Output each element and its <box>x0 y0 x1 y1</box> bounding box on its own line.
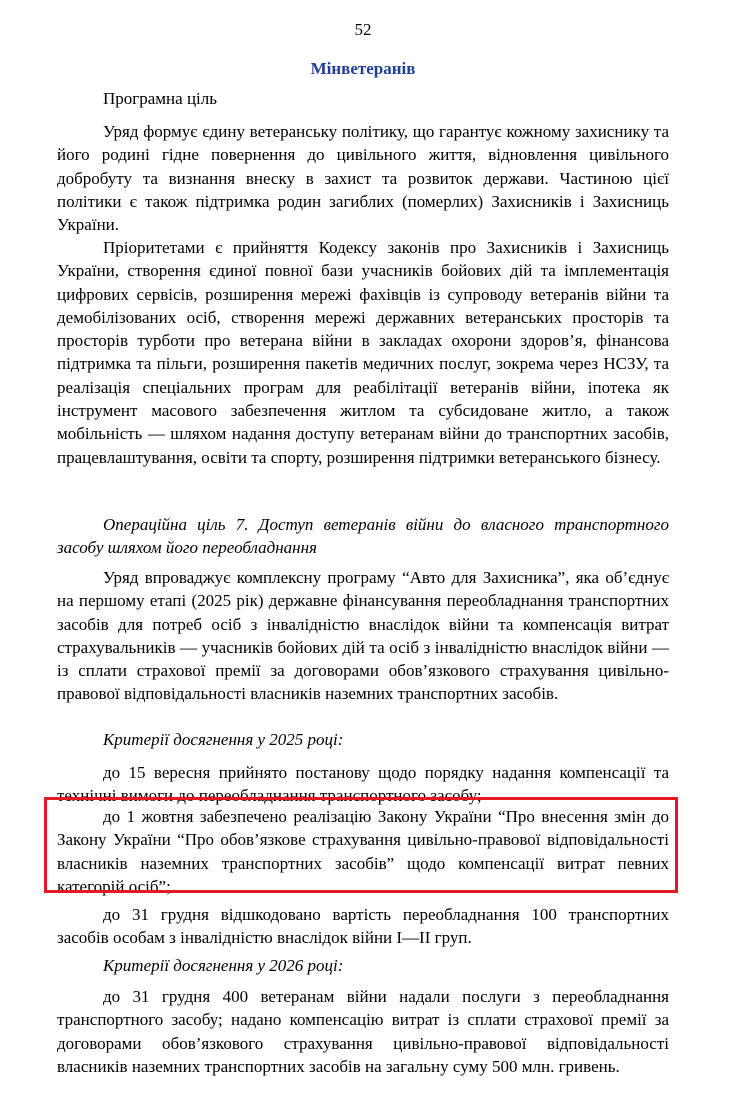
criteria-2025-heading: Критерії досягнення у 2025 році: <box>103 730 344 749</box>
operational-goal-heading: Операційна ціль 7. Доступ ветеранів війни до власного транспортного засобу шляхом його переобладнання <box>57 515 669 558</box>
page-number: 52 <box>354 20 372 39</box>
paragraph-priorities: Пріоритетами є прийняття Кодексу законів про Захисників і Захисниць України, створення єдиної повної бази учасників бойових дій та імплементація цифрових сервісів, розширення мережі фахівців із супроводу ветеранів війни та демобілізованих осіб, створення мережі державних ветеранських просторів та просторів турботи про ветерана війни в закладах охорони здоров’я, фінансова підтримка та пільги, розширення пакетів медичних послуг, зокрема через НСЗУ, та реалізація спеціальних програм для реабілітації ветеранів війни, іпотека як інструмент масового забезпечення житлом та субсидоване житло, а також мобільність — шляхом надання доступу ветеранам війни до транспортних засобів, працевлаштування, освіти та спорту, розширення підтримки ветеранського бізнесу. <box>57 238 669 467</box>
criterion-2026-1: до 31 грудня 400 ветеранам війни надали послуги з переобладнання транспортного засобу; надано компенсацію витрат із сплати страхової премії за договорами обов’язкового страхування цивільно-правової відповідальності власників наземних транспортних засобів на загальну суму 500 млн. гривень. <box>57 987 669 1076</box>
criterion-2025-3: до 31 грудня відшкодовано вартість переобладнання 100 транспортних засобів особам з інвалідністю внаслідок війни I—II груп. <box>57 905 669 948</box>
highlight-box <box>44 797 678 893</box>
program-goal-label: Програмна ціль <box>103 89 218 108</box>
paragraph-program: Уряд впроваджує комплексну програму “Авто для Захисника”, яка об’єднує на першому етапі (2025 рік) державне фінансування переобладнання транспортних засобів для потреб осіб з інвалідністю внаслідок війни та компенсація витрат страхувальників — учасників бойових дій та осіб з інвалідністю внаслідок війни — із сплати страхової премії за договорами обов’язкового страхування цивільно-правової відповідальності власників наземних транспортних засобів. <box>57 568 669 704</box>
paragraph-policy: Уряд формує єдину ветеранську політику, що гарантує кожному захиснику та його родині гідне повернення до цивільного життя, відновлення цивільного добробуту та визнання внеску в захист та розвиток держави. Частиною цієї політики є також підтримка родин загиблих (померлих) Захисників і Захисниць України. <box>57 122 669 235</box>
criterion-2025-1: до 15 вересня прийнято постанову щодо порядку надання компенсації та технічні вимоги до переобладнання транспортного засобу; <box>57 763 669 806</box>
criteria-2026-heading: Критерії досягнення у 2026 році: <box>103 956 344 975</box>
criterion-2025-2: до 1 жовтня забезпечено реалізацію Закону України “Про внесення змін до Закону України “Про обов’язкове страхування цивільно-правової відповідальності власників наземних транспортних засобів” щодо компенсації витрат певних категорій осіб”; <box>57 807 669 896</box>
section-title: Мінветеранів <box>310 59 416 78</box>
